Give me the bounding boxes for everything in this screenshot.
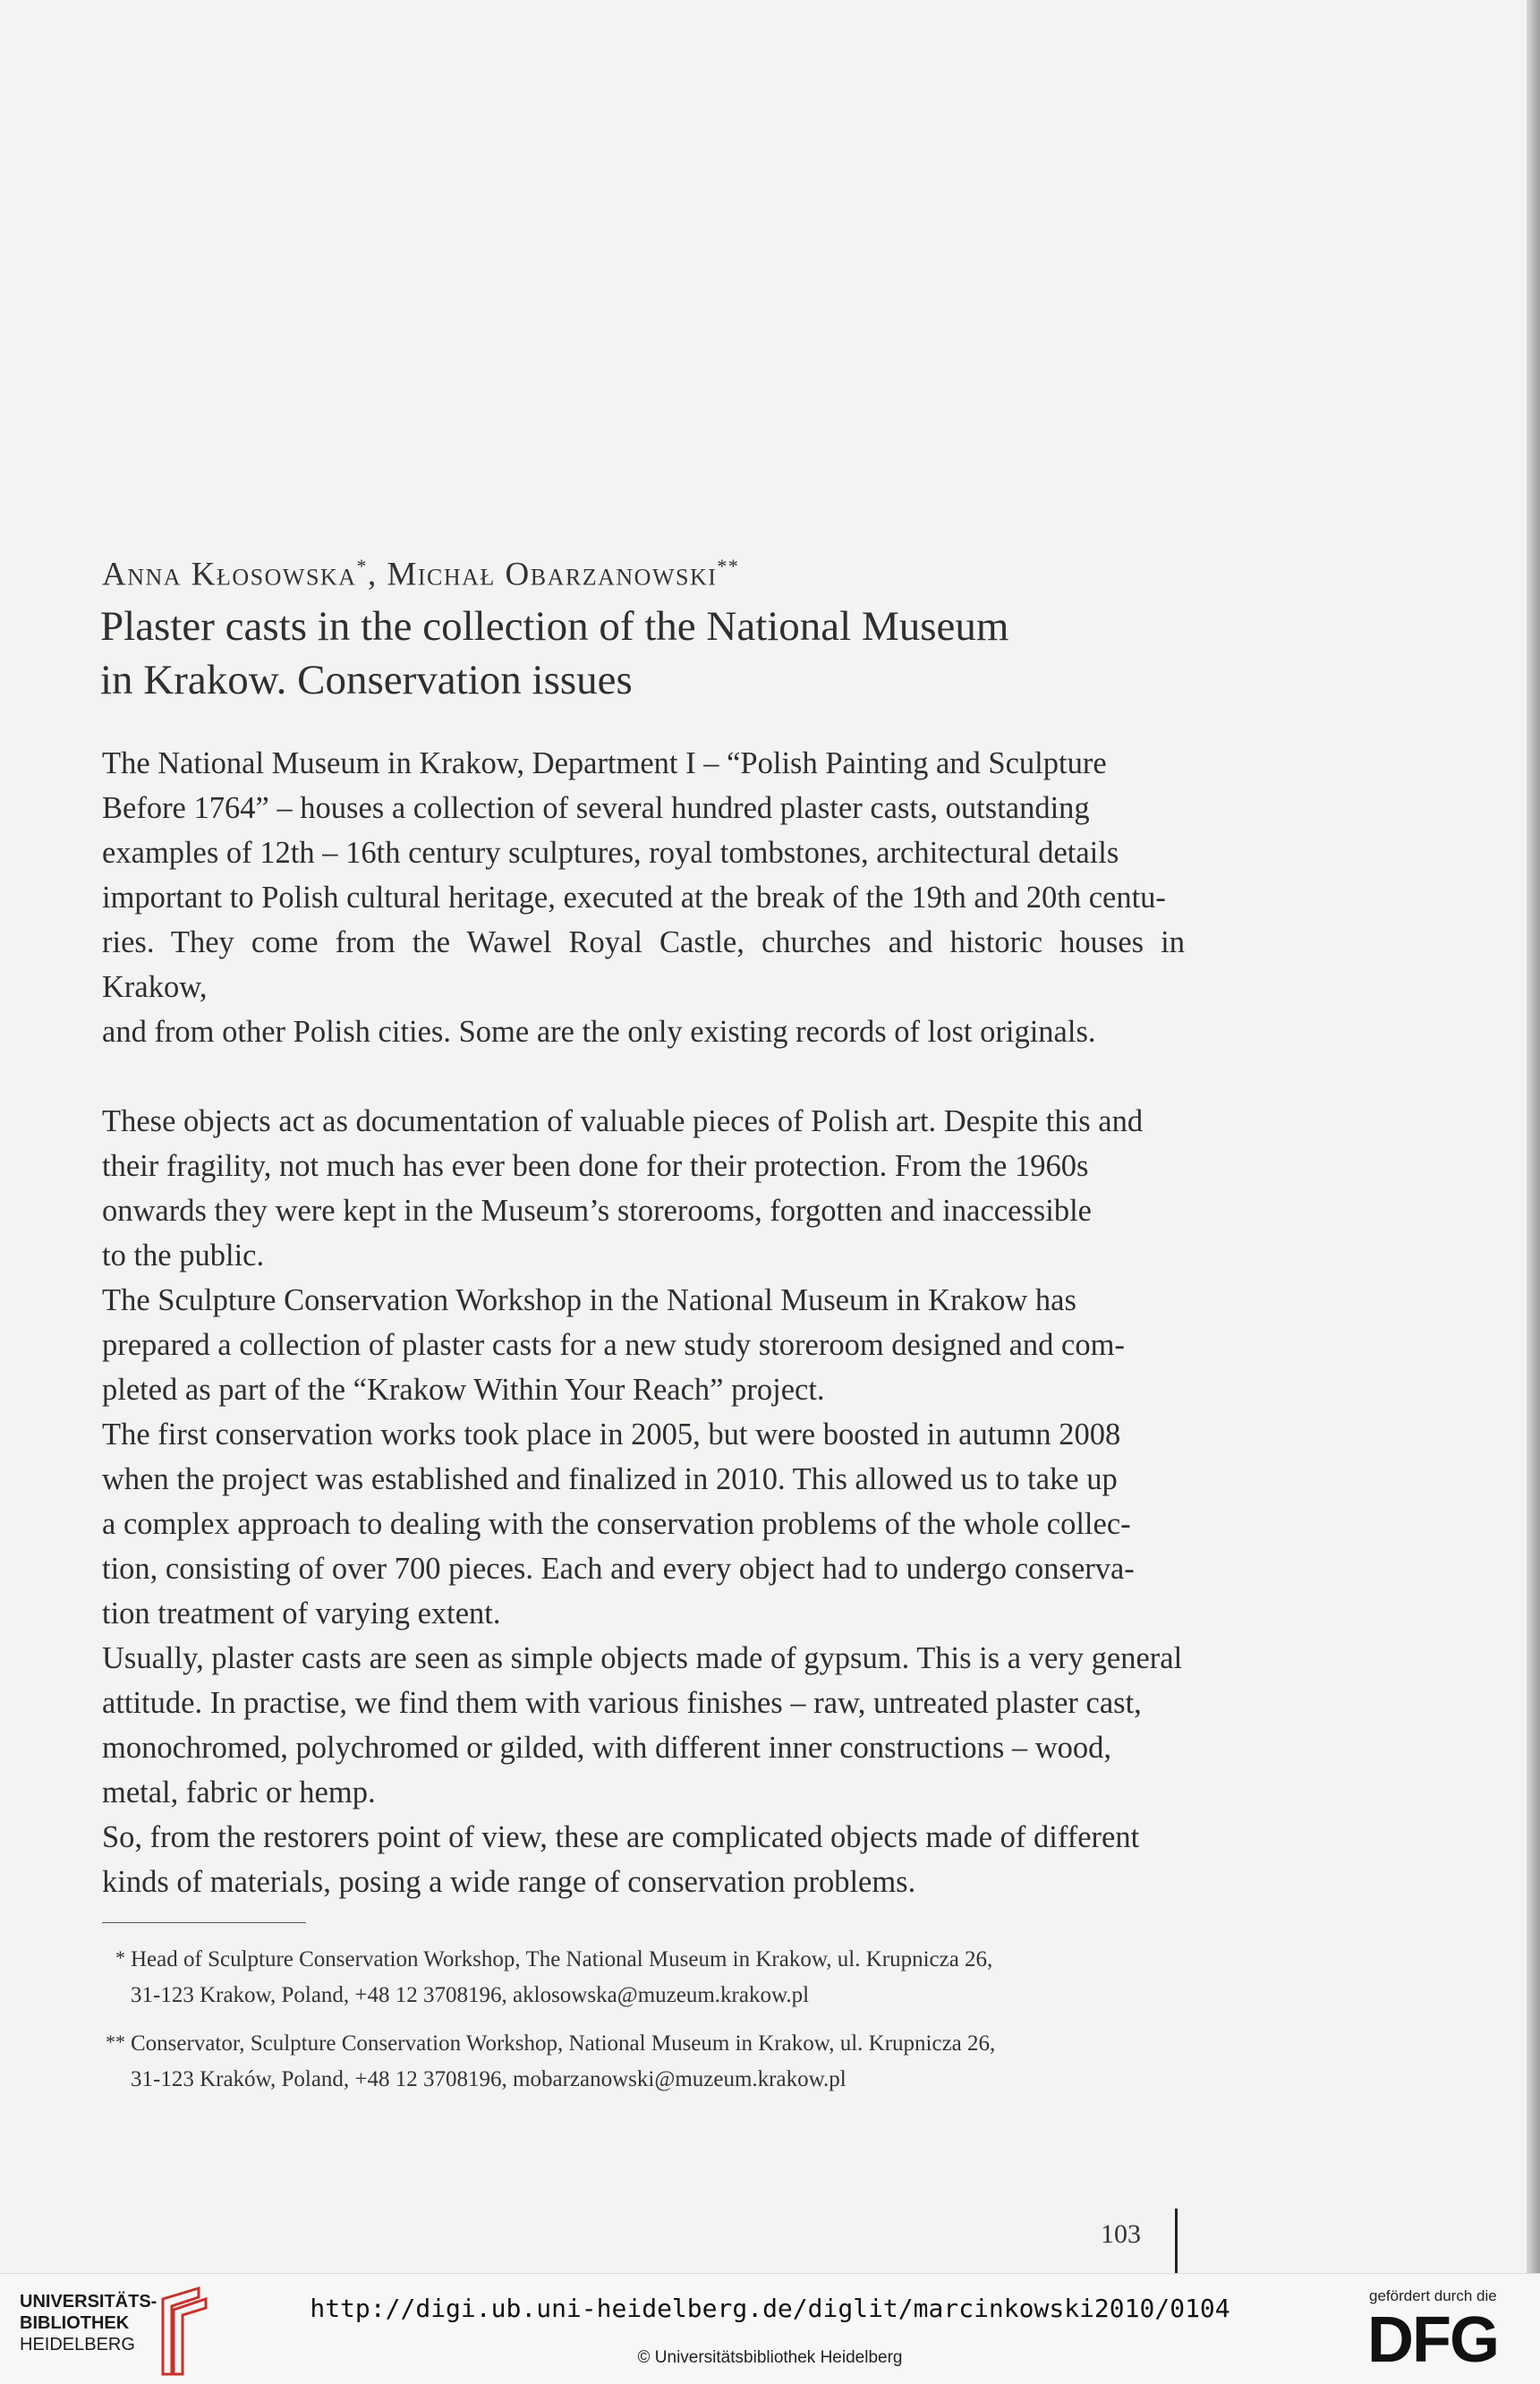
- title-line-1: Plaster casts in the collection of the National Museum: [100, 603, 1009, 650]
- text-line: and from other Polish cities. Some are the only existing records of lost originals.: [102, 1015, 1096, 1049]
- text-line: to the public.: [102, 1239, 265, 1273]
- footnote-2: [102, 2026, 1194, 2098]
- text-line: The first conservation works took place in 2005, but were boosted in autumn 2008: [102, 1418, 1121, 1452]
- page-number-bar: [1175, 2209, 1178, 2278]
- paragraph-5: [102, 1636, 1185, 1815]
- paragraph-6: [102, 1815, 1185, 1904]
- text-line: onwards they were kept in the Museum’s storerooms, forgotten and inaccessible: [102, 1194, 1092, 1228]
- copyright-notice: © Universitätsbibliothek Heidelberg: [637, 2348, 903, 2367]
- funder-label: gefördert durch die: [1369, 2287, 1497, 2304]
- text-line: Before 1764” – houses a collection of several hundred plaster casts, outstanding: [102, 791, 1090, 825]
- footnote-1: [102, 1942, 1194, 2014]
- text-line: So, from the restorers point of view, these are complicated objects made of different: [102, 1820, 1140, 1854]
- paragraph-2: [102, 1099, 1185, 1278]
- author-2-footnote-mark: **: [717, 555, 740, 577]
- library-name-line-1: UNIVERSITÄTS-: [20, 2292, 157, 2312]
- text-line: kinds of materials, posing a wide range of conservation problems.: [102, 1865, 916, 1899]
- title-line-2: in Krakow. Conservation issues: [100, 657, 633, 703]
- footnote-mark: **: [106, 2031, 125, 2053]
- article-body: [102, 741, 1185, 1904]
- text-line: pleted as part of the “Krakow Within Your Reach” project.: [102, 1373, 825, 1407]
- text-line: important to Polish cultural heritage, executed at the break of the 19th and 20th centu-: [102, 881, 1166, 915]
- text-line: metal, fabric or hemp.: [102, 1775, 376, 1809]
- author-1-footnote-mark: *: [356, 555, 368, 577]
- article-title: [100, 600, 1263, 707]
- footnote-mark: *: [115, 1946, 125, 1969]
- paragraph-1: [102, 741, 1185, 1054]
- library-name-line-3: HEIDELBERG: [20, 2335, 135, 2354]
- paragraph-3: [102, 1278, 1185, 1412]
- text-line: Usually, plaster casts are seen as simple objects made of gypsum. This is a very general: [102, 1641, 1183, 1675]
- text-line: a complex approach to dealing with the conservation problems of the whole collec-: [102, 1507, 1131, 1541]
- page-edge-shadow: [1527, 0, 1540, 2273]
- footnote-line: Head of Sculpture Conservation Workshop, The National Museum in Krakow, ul. Krupnicza 26,: [131, 1947, 993, 1971]
- text-line: when the project was established and finalized in 2010. This allowed us to take up: [102, 1462, 1118, 1496]
- footnote-line: 31-123 Krakow, Poland, +48 12 3708196, aklosowska@muzeum.krakow.pl: [131, 1983, 810, 2007]
- footnote-line: Conservator, Sculpture Conservation Workshop, National Museum in Krakow, ul. Krupnicza 26,: [131, 2031, 996, 2056]
- text-line: These objects act as documentation of valuable pieces of Polish art. Despite this and: [102, 1104, 1144, 1138]
- text-line: ries. They come from the Wawel Royal Castle, churches and historic houses in Krakow,: [102, 925, 1185, 1004]
- text-line: prepared a collection of plaster casts for a new study storeroom designed and com-: [102, 1328, 1125, 1362]
- author-separator: ,: [367, 556, 387, 593]
- text-line: The National Museum in Krakow, Department I – “Polish Painting and Sculpture: [102, 746, 1107, 780]
- author-line: [102, 555, 1355, 593]
- text-line: examples of 12th – 16th century sculptures, royal tombstones, architectural details: [102, 836, 1119, 870]
- paragraph-4: [102, 1412, 1185, 1636]
- text-line: The Sculpture Conservation Workshop in the National Museum in Krakow has: [102, 1283, 1076, 1317]
- text-line: monochromed, polychromed or gilded, with different inner constructions – wood,: [102, 1731, 1112, 1765]
- text-line: tion treatment of varying extent.: [102, 1596, 501, 1630]
- source-url[interactable]: http://digi.ub.uni-heidelberg.de/diglit/marcinkowski2010/0104: [310, 2294, 1230, 2323]
- dfg-logo: DFG: [1367, 2304, 1498, 2376]
- footnote-line: 31-123 Kraków, Poland, +48 12 3708196, mobarzanowski@muzeum.krakow.pl: [131, 2067, 847, 2091]
- footnote-divider: [102, 1922, 306, 1923]
- text-line: tion, consisting of over 700 pieces. Each and every object had to undergo conserva-: [102, 1552, 1135, 1586]
- text-line: attitude. In practise, we find them with various finishes – raw, untreated plaster cast,: [102, 1686, 1142, 1720]
- author-1: Anna Kłosowska: [102, 556, 357, 593]
- text-line: their fragility, not much has ever been done for their protection. From the 1960s: [102, 1149, 1089, 1183]
- library-name-line-2: BIBLIOTHEK: [20, 2313, 130, 2333]
- page-number: 103: [1101, 2219, 1141, 2249]
- footnotes: [102, 1942, 1194, 2110]
- author-2: Michał Obarzanowski: [387, 556, 718, 593]
